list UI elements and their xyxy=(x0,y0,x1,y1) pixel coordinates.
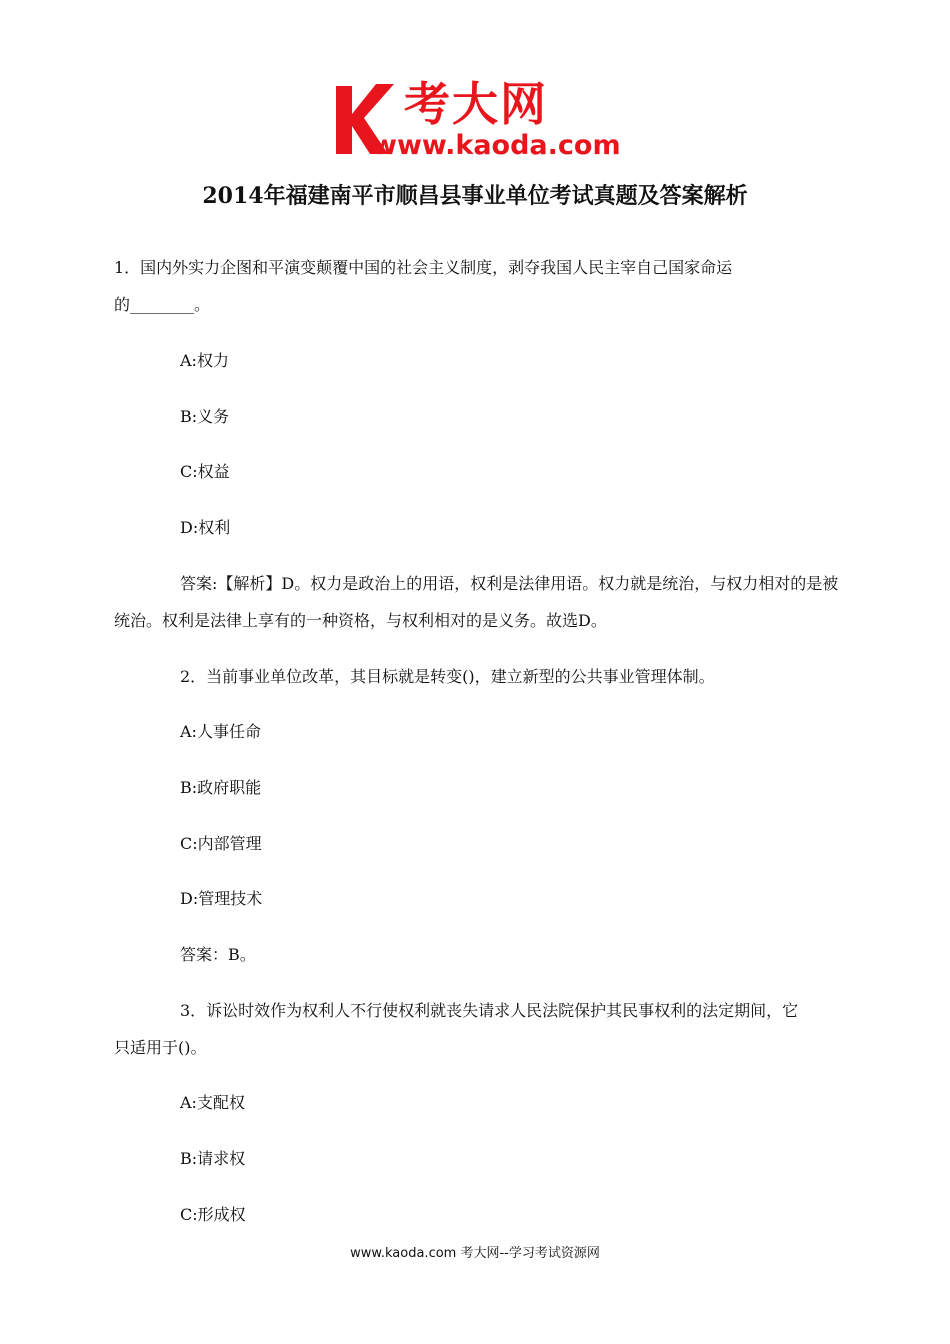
q3-option-b: B:请求权 xyxy=(180,1149,246,1168)
logo-chinese-text: 考大网 xyxy=(404,77,548,131)
q3-stem-line2: 只适用于()。 xyxy=(114,1038,207,1057)
q1-stem-line2: 的________。 xyxy=(114,295,211,314)
q3-stem-line1: 3．诉讼时效作为权利人不行使权利就丧失请求人民法院保护其民事权利的法定期间，它 xyxy=(180,1001,799,1020)
q2-answer: 答案：B。 xyxy=(180,945,256,964)
q1-option-d: D:权利 xyxy=(180,518,231,537)
q1-option-b: B:义务 xyxy=(180,407,230,426)
q2-stem: 2．当前事业单位改革，其目标就是转变()，建立新型的公共事业管理体制。 xyxy=(180,667,715,686)
q1-option-a: A:权力 xyxy=(180,351,229,370)
q2-option-c: C:内部管理 xyxy=(180,834,262,853)
page-footer: www.kaoda.com 考大网--学习考试资源网 xyxy=(350,1246,600,1261)
q1-option-c: C:权益 xyxy=(180,462,230,481)
q2-option-b: B:政府职能 xyxy=(180,778,262,797)
q2-option-a: A:人事任命 xyxy=(180,722,261,741)
q1-answer-line1: 答案:【解析】D。权力是政治上的用语，权利是法律用语。权力就是统治，与权力相对的是被 xyxy=(180,574,839,593)
kaoda-logo xyxy=(332,76,652,166)
q2-option-d: D:管理技术 xyxy=(180,889,263,908)
q1-stem-line1: 1．国内外实力企图和平演变颠覆中国的社会主义制度，剥夺我国人民主宰自己国家命运 xyxy=(114,258,733,277)
q1-answer-line2: 统治。权利是法律上享有的一种资格，与权利相对的是义务。故选D。 xyxy=(114,611,607,630)
q3-option-c: C:形成权 xyxy=(180,1205,246,1224)
document-title: 2014年福建南平市顺昌县事业单位考试真题及答案解析 xyxy=(202,183,748,209)
q3-option-a: A:支配权 xyxy=(180,1093,245,1112)
logo-url-text: www.kaoda.com xyxy=(372,130,621,161)
